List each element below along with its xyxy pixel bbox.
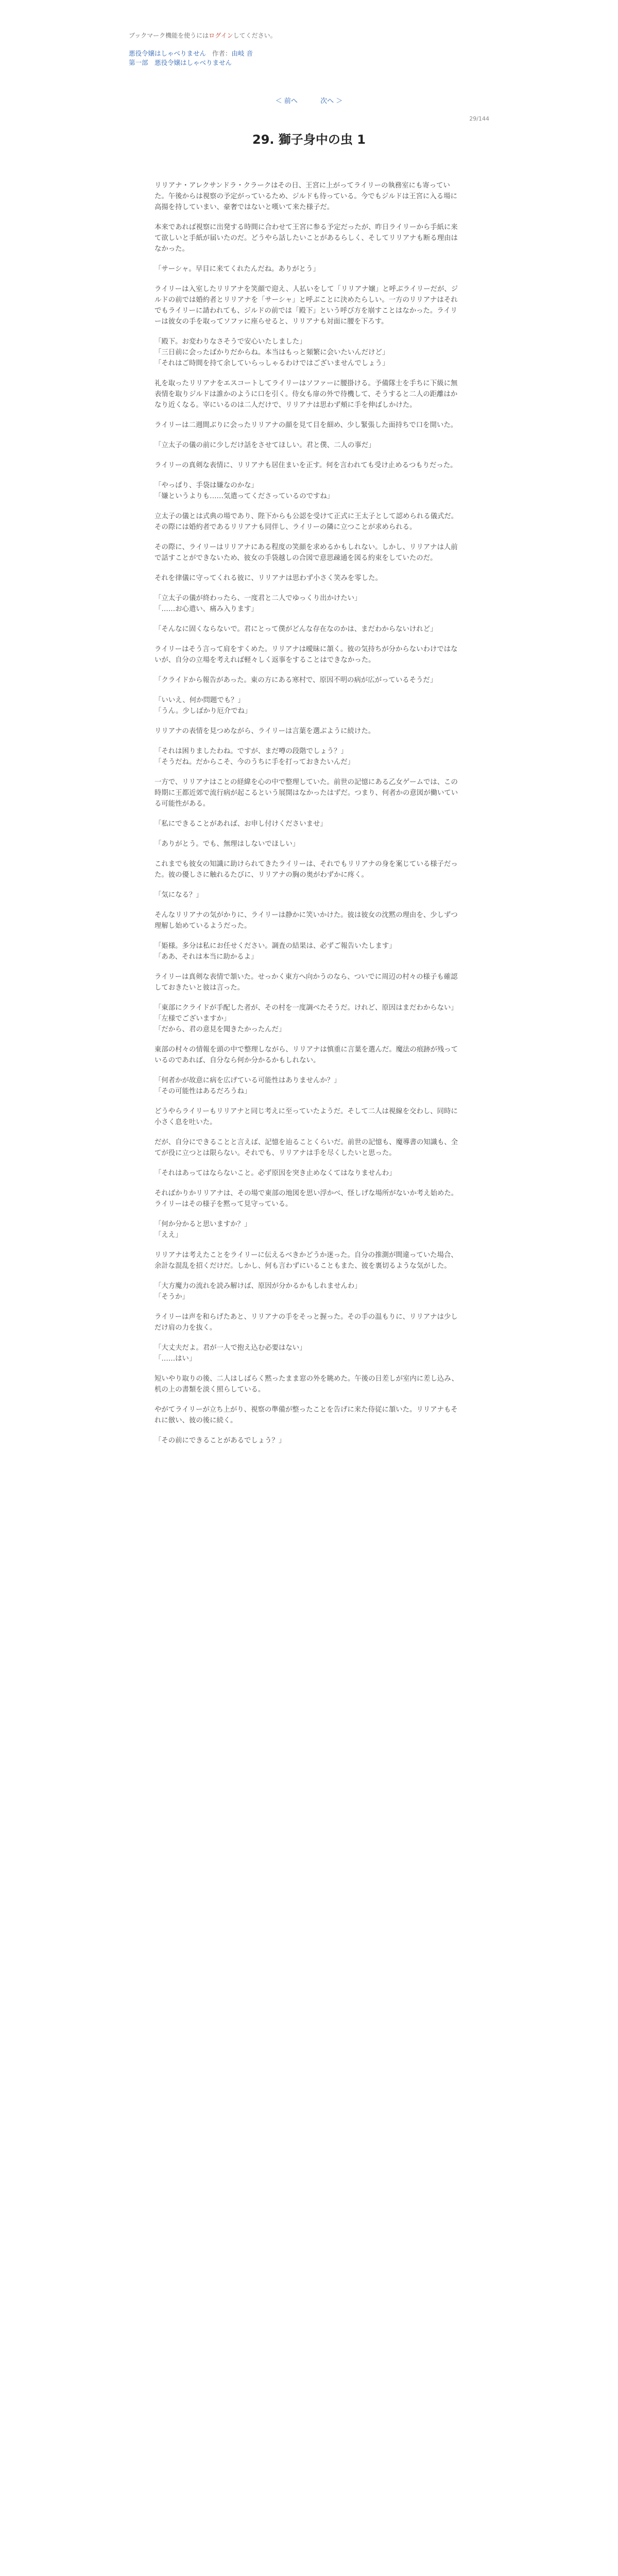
body-paragraph: だが、自分にできることと言えば、記憶を辿ることくらいだ。前世の記憶も、魔導書の知識も、全てが役に立つとは限らない。それでも、リリアナは手を尽くしたいと思った。 (154, 1139, 458, 1157)
episode-title: 29. 獅子身中の虫 1 (252, 132, 366, 147)
chapter-group: 第一部 悪役令嬢はしゃべりません (129, 59, 232, 66)
body-paragraph: これまでも彼女の知識に助けられてきたライリーは、それでもリリアナの身を案じている様子だった。彼の優しさに触れるたびに、リリアナの胸の奥がわずかに疼く。 (154, 860, 458, 879)
header (129, 31, 489, 147)
body-paragraph: 「それはあってはならないこと。必ず原因を突き止めなくてはなりませんわ」 (154, 1170, 396, 1177)
body-paragraph: 「大丈夫だよ。君が一人で抱え込む必要はない」 「……はい」 (154, 1344, 306, 1363)
bookmark-notice (129, 31, 489, 40)
body-paragraph: 「立太子の儀が終わったら、一度君と二人でゆっくり出かけたい」 「……お心遣い、痛み入ります」 (154, 595, 362, 613)
author-link[interactable]: 由岐 音 (231, 49, 253, 57)
notice-text-end: してください。 (233, 32, 277, 39)
body-paragraph: 「私にできることがあれば、お申し付けくださいませ」 (154, 820, 327, 828)
body-paragraph: 本来であれば視察に出発する時間に合わせて王宮に参る予定だったが、昨日ライリーから手紙に来て欲しいと手紙が届いたのだ。どうやら話したいことがあるらしく、そしてリリアナも断る理由はなかった。 (154, 224, 458, 253)
body-paragraph: それを律儀に守ってくれる彼に、リリアナは思わず小さく笑みを零した。 (154, 574, 382, 582)
notice-text: ブックマーク機能を使うには (129, 32, 209, 39)
body-paragraph: 「殿下。お変わりなさそうで安心いたしました」 「三日前に会ったばかりだからね。本当はもっと頻繁に会いたいんだけど」 「それはご時間を持て余していらっしゃるわけではございませんでしょう」 (154, 338, 389, 367)
body-paragraph: 東部の村々の情報を頭の中で整理しながら、リリアナは慎重に言葉を選んだ。魔法の痕跡が残っているのであれば、自分なら何か分かるかもしれない。 (154, 1046, 458, 1064)
body-paragraph: やがてライリーが立ち上がり、視察の準備が整ったことを告げに来た侍従に頷いた。リリアナもそれに倣い、彼の後に続く。 (154, 1406, 458, 1425)
body-paragraph: 「それは困りましたわね。ですが、まだ噂の段階でしょう？」 「そうだね。だからこそ、今のうちに手を打っておきたいんだ」 (154, 748, 355, 766)
body-paragraph: 「サーシャ。早目に来てくれたんだね。ありがとう」 (154, 265, 320, 273)
body-paragraph: 「その前にできることがあるでしょう？」 (154, 1437, 286, 1445)
body-paragraph: 「立太子の儀の前に少しだけ話をさせてほしい。君と僕、二人の事だ」 (154, 442, 375, 449)
body-paragraph: リリアナ・アレクサンドラ・クラークはその日、王宮に上がってライリーの執務室にも寄っていた。午後からは視察の予定がっているため、ジルドも待っている。今でもジルドは王宮に入る場に高揚を持していまい、豪奢ではないと嘆いて来た様子だ。 (154, 182, 457, 211)
next-page-link[interactable]: 次へ ＞ (320, 97, 343, 105)
body-paragraph: ライリーは真剣な表情で頷いた。せっかく東方へ向かうのなら、ついでに周辺の村々の様子も確認しておきたいと彼は言った。 (154, 973, 458, 992)
body-paragraph: 一方で、リリアナはことの経緯を心の中で整理していた。前世の記憶にある乙女ゲームでは、この時期に王都近郊で流行病が起こるという展開はなかったはずだ。つまり、何者かの意図が働いている可能性がある。 (154, 778, 458, 808)
body-paragraph: 「東部にクライドが手配した者が、その村を一度調べたそうだ。けれど、原因はまだわからない」 「左様でございますか」 「だから、君の意見を聞きたかったんだ」 (154, 1004, 458, 1033)
novel-body (154, 180, 464, 1455)
body-paragraph: 「気になる？」 (154, 891, 203, 899)
body-paragraph: ライリーの真剣な表情に、リリアナも居住まいを正す。何を言われても受け止めるつもりだった。 (154, 462, 457, 469)
body-paragraph: 「何者かが故意に病を広げている可能性はありませんか？」 「その可能性はあるだろうね」 (154, 1077, 341, 1095)
series-meta (129, 49, 489, 58)
body-paragraph: 「何か分かると思いますか？」 「ええ」 (154, 1221, 251, 1239)
body-paragraph: 短いやり取りの後、二人はしばらく黙ったまま窓の外を眺めた。午後の日差しが室内に差し込み、机の上の書類を淡く照らしている。 (154, 1375, 458, 1394)
body-paragraph: リリアナの表情を見つめながら、ライリーは言葉を選ぶように続けた。 (154, 727, 375, 735)
login-link[interactable]: ログイン (209, 32, 233, 39)
body-paragraph: ライリーは声を和らげたあと、リリアナの手をそっと握った。その手の温もりに、リリアナは少しだけ肩の力を抜く。 (154, 1313, 458, 1332)
body-paragraph: ライリーは入室したリリアナを笑顔で迎え、人払いをして「リリアナ嬢」と呼ぶライリーだが、ジルドの前では婚約者とリリアナを「サーシャ」と呼ぶことに決めたらしい。一方のリリアナはそれでもライリーに請われても、ジルドの前では「殿下」という呼び方を崩すことはなかった。ライリーは彼女の手を取ってソファに座らせると、リリアナも対面に腰を下ろす。 (154, 285, 458, 326)
body-paragraph: 「ありがとう。でも、無理はしないでほしい」 (154, 840, 300, 848)
body-paragraph: その際に、ライリーはリリアナにある程度の笑顔を求めるかもしれない。しかし、リリアナは人前で話すことができないため、彼女の手袋越しの合図で意思疎通を図る約束をしていたのだ。 (154, 544, 458, 562)
body-paragraph: 「いいえ、何か問題でも？」 「うん。少しばかり厄介でね」 (154, 697, 252, 715)
body-paragraph: ライリーはそう言って肩をすくめた。リリアナは曖昧に頷く。彼の気持ちが分からないわけではないが、自分の立場を考えれば軽々しく返事をすることはできなかった。 (154, 646, 458, 664)
body-paragraph: 「やっぱり、手袋は嫌なのかな」 「嫌というよりも……気遣ってくださっているのですね」 (154, 482, 334, 500)
page-number: 29/144 (469, 115, 489, 122)
prev-page-link[interactable]: ＜ 前へ (275, 97, 298, 105)
body-paragraph: 礼を取ったリリアナをエスコートしてライリーはソファーに腰掛ける。予備隊士を手ちに下級に無表情を取りジルドは誰かのように口を引く。侍女も扉の外で待機して、そうすると二人の距離はかなり近くなる。宰にいるのは二人だけで、リリアナは思わず頬に手を伸ばしかけた。 (154, 380, 458, 409)
body-paragraph: リリアナは考えたことをライリーに伝えるべきかどうか迷った。自分の推測が間違っていた場合、余計な混乱を招くだけだ。しかし、何も言わずにいることもまた、彼を裏切るような気がした。 (154, 1251, 458, 1270)
body-paragraph: 「大方魔力の流れを読み解けば、原因が分かるかもしれませんわ」 「そうか」 (154, 1282, 362, 1301)
body-paragraph: 「クライドから報告があった。東の方にある寒村で、原因不明の病が広がっているそうだ」 (154, 676, 437, 684)
series-title-link[interactable]: 悪役令嬢はしゃべりません (129, 49, 207, 57)
body-paragraph: どうやらライリーもリリアナと同じ考えに至っていたようだ。そして二人は視線を交わし、同時に小さく息を吐いた。 (154, 1108, 458, 1126)
pager (129, 95, 489, 105)
body-paragraph: 「そんなに固くならないで。君にとって僕がどんな存在なのかは、まだわからないけれど」 (154, 625, 437, 633)
body-paragraph: そればかりかリリアナは、その場で東部の地図を思い浮かべ、怪しげな場所がないか考え始めた。ライリーはその様子を黙って見守っている。 (154, 1190, 458, 1208)
body-paragraph: そんなリリアナの気がかりに、ライリーは静かに笑いかけた。彼は彼女の沈黙の理由を、少しずつ理解し始めているようだった。 (154, 911, 458, 930)
author-label: 作者： (212, 49, 232, 57)
body-paragraph: ライリーは二週間ぶりに会ったリリアナの顔を見て目を細め、少し緊張した面持ちで口を開いた。 (154, 421, 458, 429)
body-paragraph: 立太子の儀とは式典の場であり、陛下からも公認を受けて正式に王太子として認められる儀式だ。その際には婚約者であるリリアナも同伴し、ライリーの隣に立つことが求められる。 (154, 513, 458, 531)
body-paragraph: 「姫様。多分は私にお任せください。調査の結果は、必ずご報告いたします」 「ああ、それは本当に助かるよ」 (154, 942, 396, 961)
